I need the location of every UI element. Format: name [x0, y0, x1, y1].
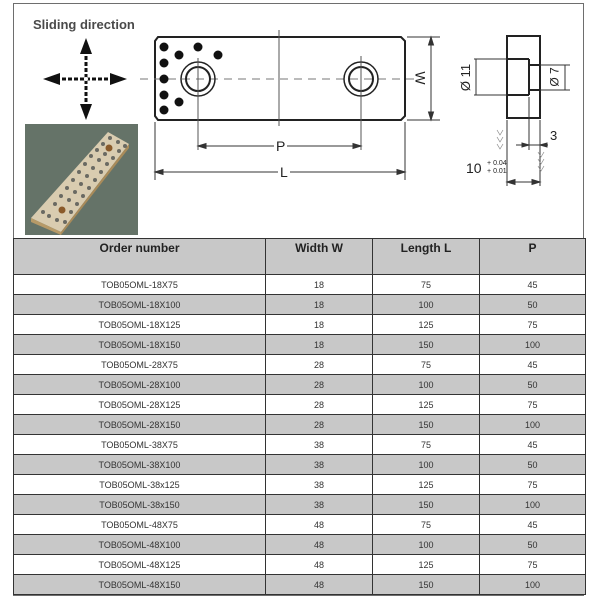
header-width: Width W — [266, 239, 373, 275]
cell-p: 75 — [480, 555, 586, 575]
cell-width: 28 — [266, 355, 373, 375]
cell-width: 38 — [266, 495, 373, 515]
cell-width: 48 — [266, 535, 373, 555]
order-table — [13, 238, 586, 595]
cell-p: 100 — [480, 495, 586, 515]
cell-p: 45 — [480, 355, 586, 375]
cell-width: 38 — [266, 435, 373, 455]
cell-length: 100 — [373, 535, 480, 555]
four-way-arrow-icon — [43, 38, 127, 120]
cell-p: 50 — [480, 295, 586, 315]
cell-length: 75 — [373, 275, 480, 295]
cell-p: 50 — [480, 375, 586, 395]
cell-p: 100 — [480, 575, 586, 595]
table-row — [14, 395, 586, 415]
cell-p: 45 — [480, 515, 586, 535]
cell-width: 18 — [266, 335, 373, 355]
cell-length: 75 — [373, 515, 480, 535]
cell-length: 150 — [373, 335, 480, 355]
dim-label-l: L — [280, 164, 288, 180]
cell-order-number: TOB05OML-48X75 — [14, 515, 266, 535]
table-row — [14, 415, 586, 435]
header-length: Length L — [373, 239, 480, 275]
cell-width: 28 — [266, 375, 373, 395]
dim-label-depth: 3 — [550, 128, 558, 143]
cell-width: 38 — [266, 455, 373, 475]
table-row — [14, 435, 586, 455]
table-row — [14, 275, 586, 295]
table-row — [14, 495, 586, 515]
cell-length: 100 — [373, 375, 480, 395]
dim-label-hole: Ø 7 — [547, 67, 562, 87]
table-row — [14, 295, 586, 315]
plate-side-view — [507, 36, 540, 118]
cell-p: 75 — [480, 395, 586, 415]
cell-order-number: TOB05OML-18X125 — [14, 315, 266, 335]
cell-p: 100 — [480, 335, 586, 355]
cell-p: 75 — [480, 315, 586, 335]
plate-front-view — [140, 30, 420, 150]
table-row — [14, 535, 586, 555]
cell-length: 150 — [373, 575, 480, 595]
cell-order-number: TOB05OML-48X100 — [14, 535, 266, 555]
cell-length: 150 — [373, 415, 480, 435]
cell-length: 75 — [373, 435, 480, 455]
cell-width: 28 — [266, 395, 373, 415]
cell-length: 100 — [373, 295, 480, 315]
table-row — [14, 335, 586, 355]
cell-length: 150 — [373, 495, 480, 515]
table-row — [14, 375, 586, 395]
cell-width: 18 — [266, 295, 373, 315]
table-row — [14, 455, 586, 475]
table-row — [14, 315, 586, 335]
cell-order-number: TOB05OML-18X150 — [14, 335, 266, 355]
table-header-row — [14, 239, 586, 275]
dim-label-w: W — [412, 71, 429, 85]
tolerance-lower: + 0.01 — [487, 168, 507, 175]
technical-drawing — [0, 0, 600, 238]
cell-length: 125 — [373, 395, 480, 415]
dim-label-p: P — [276, 138, 286, 154]
thickness-value: 10 — [466, 160, 482, 176]
cell-length: 75 — [373, 355, 480, 375]
cell-length: 125 — [373, 475, 480, 495]
cell-order-number: TOB05OML-38x125 — [14, 475, 266, 495]
dim-label-thickness — [466, 160, 507, 178]
cell-order-number: TOB05OML-48X150 — [14, 575, 266, 595]
cell-width: 48 — [266, 575, 373, 595]
cell-order-number: TOB05OML-38X75 — [14, 435, 266, 455]
cell-order-number: TOB05OML-28X100 — [14, 375, 266, 395]
cell-p: 100 — [480, 415, 586, 435]
cell-width: 28 — [266, 415, 373, 435]
table-row — [14, 475, 586, 495]
cell-width: 38 — [266, 475, 373, 495]
cell-p: 45 — [480, 435, 586, 455]
table-row — [14, 355, 586, 375]
cell-order-number: TOB05OML-18X100 — [14, 295, 266, 315]
sliding-direction-label: Sliding direction — [33, 17, 135, 32]
cell-width: 18 — [266, 315, 373, 335]
cell-order-number: TOB05OML-28X150 — [14, 415, 266, 435]
cell-order-number: TOB05OML-38X100 — [14, 455, 266, 475]
header-order-number: Order number — [14, 239, 266, 275]
cell-p: 50 — [480, 455, 586, 475]
cell-p: 75 — [480, 475, 586, 495]
table-row — [14, 515, 586, 535]
table-row — [14, 575, 586, 595]
cell-width: 48 — [266, 515, 373, 535]
cell-length: 100 — [373, 455, 480, 475]
table-row — [14, 555, 586, 575]
cell-order-number: TOB05OML-18X75 — [14, 275, 266, 295]
cell-order-number: TOB05OML-48X125 — [14, 555, 266, 575]
dim-label-counterbore: Ø 11 — [458, 63, 474, 92]
header-p: P — [480, 239, 586, 275]
cell-width: 48 — [266, 555, 373, 575]
cell-p: 45 — [480, 275, 586, 295]
product-photo — [25, 124, 138, 235]
cell-order-number: TOB05OML-28X75 — [14, 355, 266, 375]
tolerance-upper: + 0.04 — [487, 160, 507, 167]
cell-p: 50 — [480, 535, 586, 555]
cell-length: 125 — [373, 315, 480, 335]
cell-order-number: TOB05OML-38x150 — [14, 495, 266, 515]
cell-length: 125 — [373, 555, 480, 575]
cell-width: 18 — [266, 275, 373, 295]
cell-order-number: TOB05OML-28X125 — [14, 395, 266, 415]
